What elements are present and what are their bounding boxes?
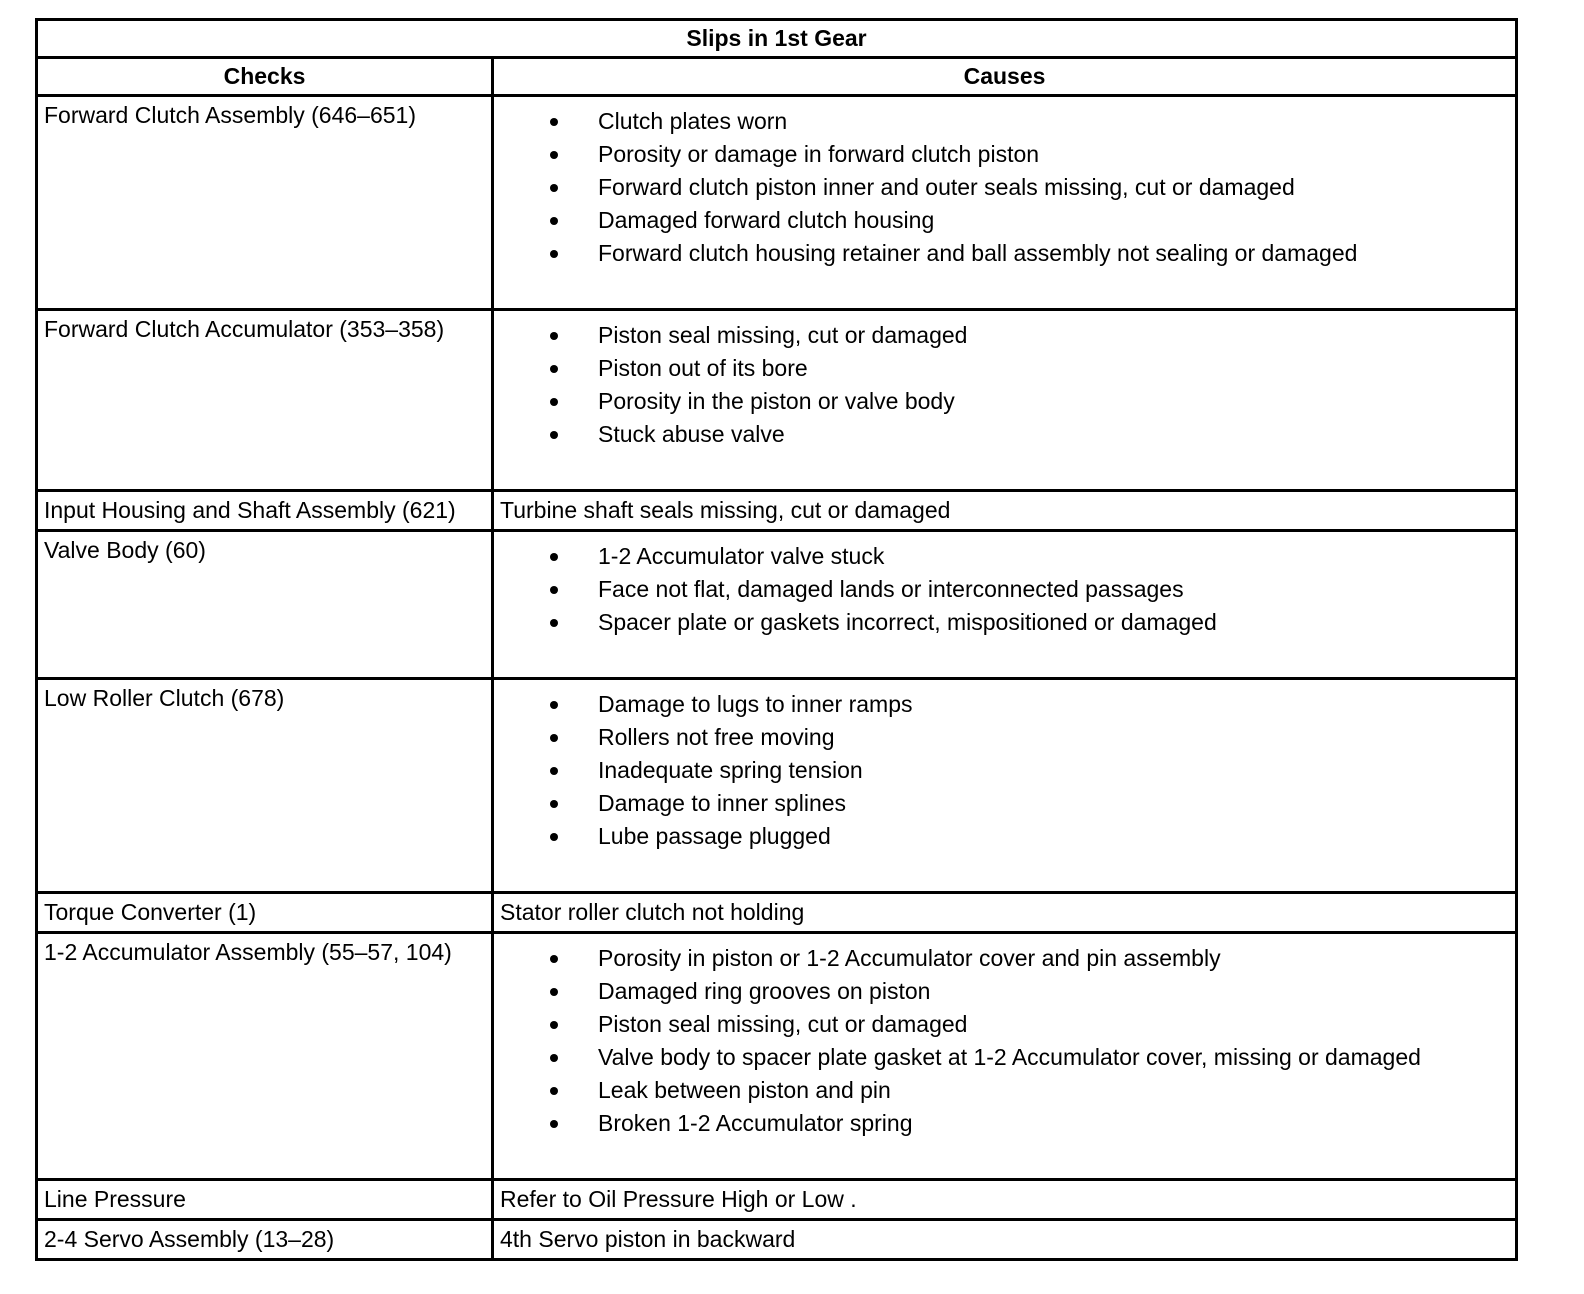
cause-text: Stator roller clutch not holding <box>493 893 1517 933</box>
causes-column-header: Causes <box>493 58 1517 96</box>
table-row <box>37 96 1517 310</box>
cause-item: Rollers not free moving <box>494 721 1515 754</box>
cause-item: Piston seal missing, cut or damaged <box>494 1008 1515 1041</box>
table-row <box>37 310 1517 491</box>
check-cell: Line Pressure <box>37 1180 493 1220</box>
cause-text: Refer to Oil Pressure High or Low . <box>493 1180 1517 1220</box>
causes-cell <box>493 933 1517 1180</box>
causes-cell <box>493 679 1517 893</box>
check-cell: 2-4 Servo Assembly (13–28) <box>37 1220 493 1260</box>
cause-item: Lube passage plugged <box>494 820 1515 853</box>
cause-item: Face not flat, damaged lands or interconnected passages <box>494 573 1515 606</box>
title-row <box>37 20 1517 58</box>
check-cell: Forward Clutch Assembly (646–651) <box>37 96 493 310</box>
causes-cell <box>493 531 1517 679</box>
causes-list <box>494 680 1515 853</box>
header-row <box>37 58 1517 96</box>
table-row <box>37 1180 1517 1220</box>
cause-item: Clutch plates worn <box>494 105 1515 138</box>
table-row <box>37 531 1517 679</box>
cause-item: Piston out of its bore <box>494 352 1515 385</box>
causes-cell <box>493 310 1517 491</box>
cause-item: Leak between piston and pin <box>494 1074 1515 1107</box>
cause-text: 4th Servo piston in backward <box>493 1220 1517 1260</box>
cause-item: Damage to lugs to inner ramps <box>494 688 1515 721</box>
table-row <box>37 1220 1517 1260</box>
cause-item: Porosity or damage in forward clutch piston <box>494 138 1515 171</box>
table-row <box>37 893 1517 933</box>
check-cell: Input Housing and Shaft Assembly (621) <box>37 491 493 531</box>
cause-item: Valve body to spacer plate gasket at 1-2 Accumulator cover, missing or damaged <box>494 1041 1515 1074</box>
causes-list <box>494 532 1515 639</box>
check-cell: Torque Converter (1) <box>37 893 493 933</box>
causes-list <box>494 311 1515 451</box>
cause-item: Damaged ring grooves on piston <box>494 975 1515 1008</box>
check-cell: Low Roller Clutch (678) <box>37 679 493 893</box>
checks-column-header: Checks <box>37 58 493 96</box>
cause-item: 1-2 Accumulator valve stuck <box>494 540 1515 573</box>
check-cell: Valve Body (60) <box>37 531 493 679</box>
cause-item: Forward clutch housing retainer and ball assembly not sealing or damaged <box>494 237 1515 270</box>
causes-list <box>494 934 1515 1140</box>
check-cell: Forward Clutch Accumulator (353–358) <box>37 310 493 491</box>
diagnosis-table <box>35 18 1518 1261</box>
table-title: Slips in 1st Gear <box>37 20 1517 58</box>
causes-cell <box>493 96 1517 310</box>
cause-item: Damaged forward clutch housing <box>494 204 1515 237</box>
cause-text: Turbine shaft seals missing, cut or damaged <box>493 491 1517 531</box>
cause-item: Inadequate spring tension <box>494 754 1515 787</box>
cause-item: Porosity in piston or 1-2 Accumulator cover and pin assembly <box>494 942 1515 975</box>
cause-item: Broken 1-2 Accumulator spring <box>494 1107 1515 1140</box>
table-row <box>37 491 1517 531</box>
cause-item: Damage to inner splines <box>494 787 1515 820</box>
causes-list <box>494 97 1515 270</box>
cause-item: Stuck abuse valve <box>494 418 1515 451</box>
cause-item: Piston seal missing, cut or damaged <box>494 319 1515 352</box>
cause-item: Spacer plate or gaskets incorrect, mispositioned or damaged <box>494 606 1515 639</box>
table-row <box>37 679 1517 893</box>
cause-item: Forward clutch piston inner and outer seals missing, cut or damaged <box>494 171 1515 204</box>
check-cell: 1-2 Accumulator Assembly (55–57, 104) <box>37 933 493 1180</box>
table-row <box>37 933 1517 1180</box>
cause-item: Porosity in the piston or valve body <box>494 385 1515 418</box>
